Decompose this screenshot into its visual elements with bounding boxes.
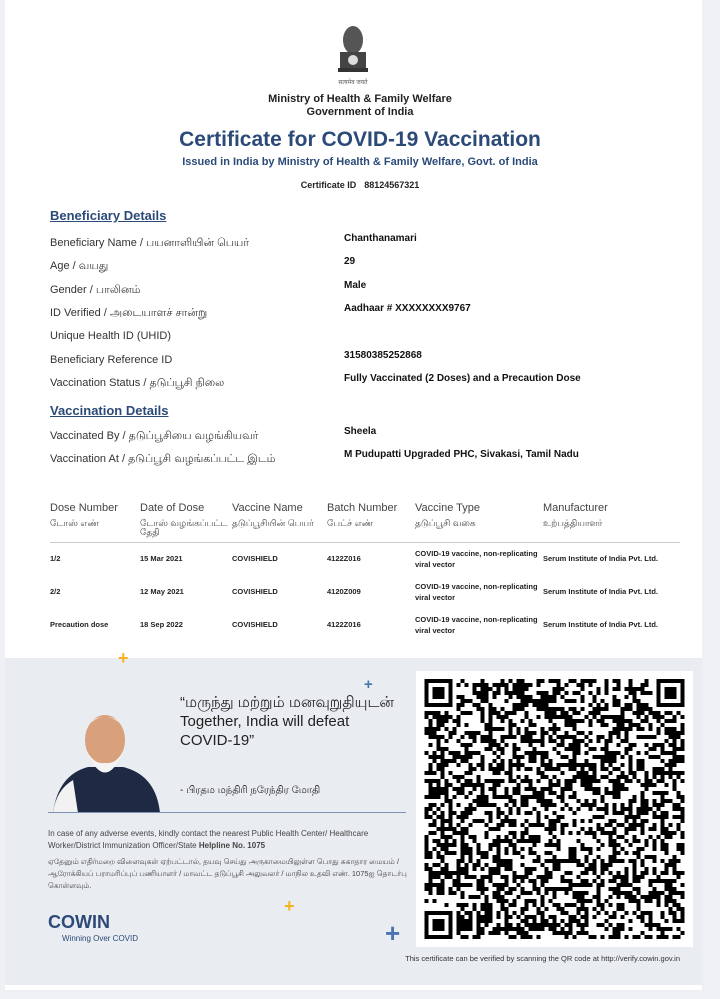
column-header: Dose Number டோஸ் எண் xyxy=(50,502,118,528)
table-cell: 1/2 xyxy=(50,554,61,564)
detail-label: ID Verified / அடையாளச் சான்று xyxy=(50,306,208,319)
table-cell: COVID-19 vaccine, non-replicating viral vector xyxy=(415,581,538,602)
detail-value: 31580385252868 xyxy=(344,349,422,361)
table-cell: Precaution dose xyxy=(50,620,109,629)
table-cell: Serum Institute of India Pvt. Ltd. xyxy=(543,587,659,596)
table-cell: 15 Mar 2021 xyxy=(140,554,183,564)
qr-code[interactable] xyxy=(416,671,693,947)
table-cell: COVISHIELD xyxy=(232,587,278,596)
table-cell: Serum Institute of India Pvt. Ltd. xyxy=(543,620,659,629)
plus-icon: + xyxy=(118,648,129,668)
quote: “மருந்து மற்றும் மனவுறுதியுடன் Together, India will defeat COVID-19” xyxy=(180,694,394,749)
detail-label: Beneficiary Name / பயனாளியின் பெயர் xyxy=(50,237,250,249)
detail-label: Vaccinated By / தடுப்பூசியை வழங்கியவர் xyxy=(50,430,259,442)
table-cell: 4120Z009 xyxy=(327,587,361,596)
table-cell: 4122Z016 xyxy=(327,620,361,629)
cowin-logo: COWIN xyxy=(48,912,110,932)
quote-attribution: - பிரதம மந்திரி நரேந்திர மோதி xyxy=(180,785,321,796)
plus-icon: + xyxy=(364,676,373,693)
adverse-events-en: In case of any adverse events, kindly contact the nearest Public Health Center/ Healthcare Worker/District Immunization Officer/State Helpline No. 1075 xyxy=(48,829,369,850)
certificate-id: Certificate ID 88124567321 xyxy=(300,180,420,190)
detail-label: Beneficiary Reference ID xyxy=(50,353,173,366)
table-cell: Serum Institute of India Pvt. Ltd. xyxy=(543,554,659,564)
page-title: Certificate for COVID-19 Vaccination xyxy=(179,128,541,151)
detail-label: Gender / பாலினம் xyxy=(50,283,141,296)
table-cell: 18 Sep 2022 xyxy=(140,620,183,629)
plus-icon: + xyxy=(284,896,295,916)
detail-value: Male xyxy=(344,279,367,291)
prime-minister-photo xyxy=(48,705,163,813)
column-header: Vaccine Name தடுப்பூசியின் பெயர் xyxy=(232,502,314,528)
detail-label: Vaccination Status / தடுப்பூசி நிலை xyxy=(50,376,225,389)
column-header: Manufacturer உற்பத்தியாளர் xyxy=(543,502,608,528)
detail-value: Sheela xyxy=(344,426,377,437)
plus-icon: + xyxy=(385,918,401,948)
adverse-events-ta: ஏதேனும் எதிர்மறை விளைவுகள் ஏற்பட்டால், தயவு செய்து அருகாமையிலுள்ள பொது சுகாதார மையம் / ஆரோக்கியப் பராமரிப்புப் பணியாளர் / மாவட்ட தடுப்பூசி அலுவலர் / மாநில உதவி எண். 1075ஐ தொடர்பு கொள்ளவும். xyxy=(48,857,407,890)
svg-text:सत्यमेव जयते: सत्यमेव जयते xyxy=(338,80,368,86)
divider xyxy=(48,812,406,813)
table-cell: 2/2 xyxy=(50,587,61,596)
column-header: Vaccine Type தடுப்பூசி வகை xyxy=(415,502,481,528)
detail-value: Aadhaar # XXXXXXXX9767 xyxy=(344,302,471,314)
table-row xyxy=(50,542,680,575)
detail-label: Unique Health ID (UHID) xyxy=(50,330,172,343)
table-cell: 4122Z016 xyxy=(327,554,361,564)
table-cell: COVID-19 vaccine, non-replicating viral vector xyxy=(415,614,538,635)
detail-value: M Pudupatti Upgraded PHC, Sivakasi, Tamil Nadu xyxy=(344,449,579,460)
detail-label: Age / வயது xyxy=(50,260,109,273)
verify-note: This certificate can be verified by scanning the QR code at http://verify.cowin.gov.in xyxy=(405,954,680,963)
table-cell: COVID-19 vaccine, non-replicating viral vector xyxy=(415,548,538,569)
table-row xyxy=(50,575,680,608)
table-cell: COVISHIELD xyxy=(232,620,278,629)
detail-label: Vaccination At / தடுப்பூசி வழங்கப்பட்ட இடம் xyxy=(50,453,276,465)
detail-value: Chanthanamari xyxy=(344,233,417,244)
detail-value: 29 xyxy=(344,256,356,268)
ministry-name: Ministry of Health & Family Welfare Government of India xyxy=(268,93,452,118)
table-cell: 12 May 2021 xyxy=(140,587,184,596)
column-header: Date of Dose டோஸ் வழங்கப்பட்ட தேதி xyxy=(140,502,228,537)
issued-by: Issued in India by Ministry of Health & Family Welfare, Govt. of India xyxy=(182,156,538,168)
detail-value: Fully Vaccinated (2 Doses) and a Precaution Dose xyxy=(344,372,581,384)
vaccination-heading: Vaccination Details xyxy=(50,403,169,418)
beneficiary-heading: Beneficiary Details xyxy=(50,208,167,223)
table-row xyxy=(50,608,680,641)
column-header: Batch Number பேட்ச் எண் xyxy=(327,502,398,528)
table-cell: COVISHIELD xyxy=(232,554,278,564)
national-emblem-icon xyxy=(332,22,374,90)
cowin-tagline: Winning Over COVID xyxy=(62,934,139,943)
dose-table xyxy=(50,502,680,641)
